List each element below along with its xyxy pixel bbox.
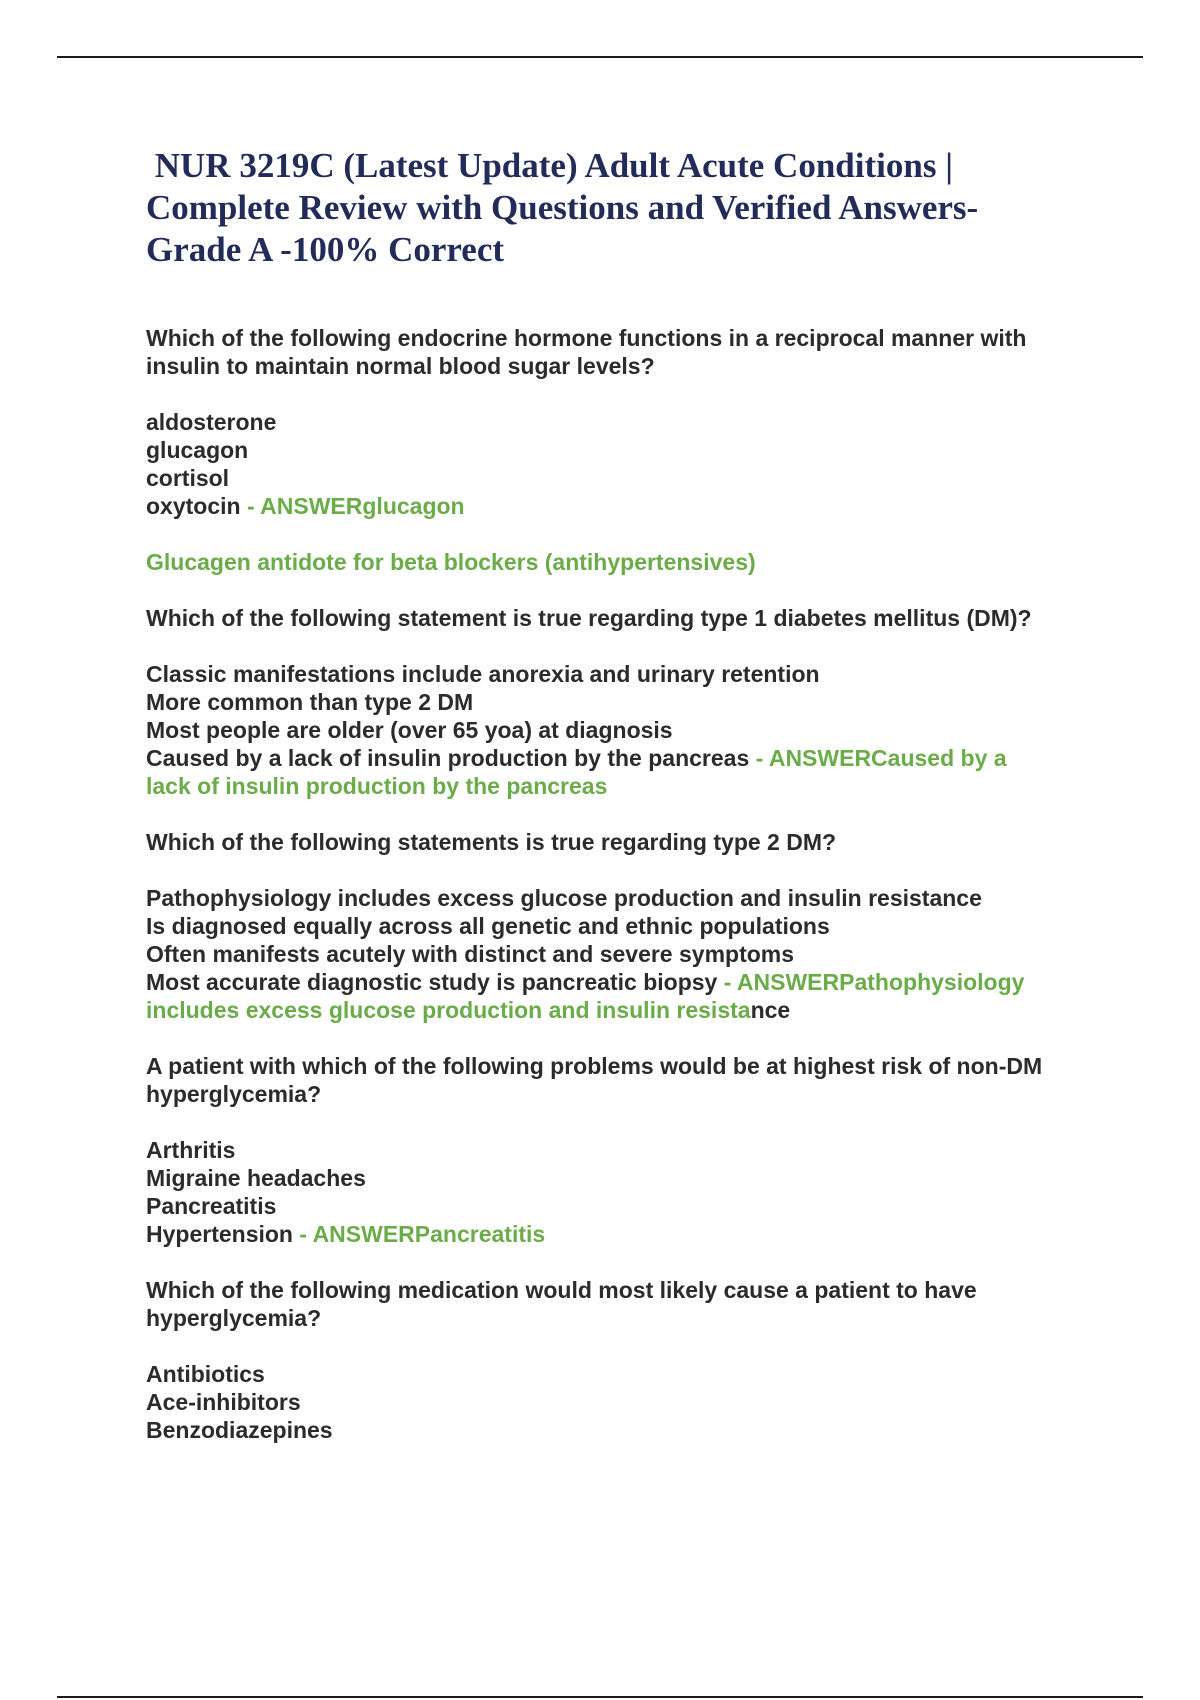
answer-continued: lack of insulin production by the pancreas bbox=[146, 773, 608, 799]
note-text: Glucagen antidote for beta blockers (antihypertensives) bbox=[146, 549, 756, 575]
option-with-answer bbox=[146, 968, 1106, 996]
question-text: Which of the following statements is true regarding type 2 DM? bbox=[146, 829, 837, 855]
answer-continued-line bbox=[146, 996, 1106, 1024]
option-with-answer bbox=[146, 744, 1106, 772]
question-text: hyperglycemia? bbox=[146, 1081, 322, 1107]
question-2-options bbox=[146, 660, 1106, 800]
question-1-options bbox=[146, 408, 1106, 520]
question-3-options bbox=[146, 884, 1106, 1024]
question-4-options bbox=[146, 1136, 1106, 1248]
option: cortisol bbox=[146, 465, 230, 491]
question-2-stem bbox=[146, 604, 1106, 632]
option: More common than type 2 DM bbox=[146, 689, 474, 715]
option: Often manifests acutely with distinct and severe symptoms bbox=[146, 941, 795, 967]
option: Migraine headaches bbox=[146, 1165, 366, 1191]
option: glucagon bbox=[146, 437, 249, 463]
document-title bbox=[146, 143, 1106, 271]
question-5-options bbox=[146, 1360, 1106, 1444]
option: oxytocin bbox=[146, 493, 241, 519]
answer: - ANSWERPathophysiology bbox=[717, 969, 1025, 995]
answer-note bbox=[146, 548, 1106, 576]
option: Ace-inhibitors bbox=[146, 1389, 301, 1415]
answer: - ANSWERPancreatitis bbox=[292, 1221, 546, 1247]
answer: - ANSWERCaused by a bbox=[749, 745, 1007, 771]
title-line: Complete Review with Questions and Verified Answers- bbox=[146, 188, 979, 227]
option-with-answer bbox=[146, 492, 1106, 520]
question-text: Which of the following medication would most likely cause a patient to have bbox=[146, 1277, 977, 1303]
option: Most people are older (over 65 yoa) at diagnosis bbox=[146, 717, 673, 743]
question-3-stem bbox=[146, 828, 1106, 856]
question-5-stem bbox=[146, 1276, 1106, 1332]
question-text: insulin to maintain normal blood sugar levels? bbox=[146, 353, 655, 379]
question-1-stem bbox=[146, 324, 1106, 380]
option: Pancreatitis bbox=[146, 1193, 277, 1219]
question-text: hyperglycemia? bbox=[146, 1305, 322, 1331]
answer-tail: nce bbox=[750, 997, 791, 1023]
document-page bbox=[146, 143, 1106, 1444]
option: Antibiotics bbox=[146, 1361, 265, 1387]
title-line: NUR 3219C (Latest Update) Adult Acute Conditions | bbox=[146, 146, 953, 185]
option: Classic manifestations include anorexia and urinary retention bbox=[146, 661, 820, 687]
option: Is diagnosed equally across all genetic and ethnic populations bbox=[146, 913, 830, 939]
option: Arthritis bbox=[146, 1137, 236, 1163]
question-text: Which of the following statement is true regarding type 1 diabetes mellitus (DM)? bbox=[146, 605, 1032, 631]
answer: - ANSWERglucagon bbox=[240, 493, 465, 519]
question-text: A patient with which of the following problems would be at highest risk of non-DM bbox=[146, 1053, 1043, 1079]
bottom-rule bbox=[57, 1696, 1143, 1698]
option: Caused by a lack of insulin production by the pancreas bbox=[146, 745, 750, 771]
option: aldosterone bbox=[146, 409, 277, 435]
question-4-stem bbox=[146, 1052, 1106, 1108]
question-text: Which of the following endocrine hormone functions in a reciprocal manner with bbox=[146, 325, 1027, 351]
title-line: Grade A -100% Correct bbox=[146, 230, 505, 269]
option: Pathophysiology includes excess glucose production and insulin resistance bbox=[146, 885, 982, 911]
option: Benzodiazepines bbox=[146, 1417, 333, 1443]
option: Hypertension bbox=[146, 1221, 293, 1247]
top-rule bbox=[57, 56, 1143, 58]
answer-continued: includes excess glucose production and insulin resista bbox=[146, 997, 751, 1023]
option-with-answer bbox=[146, 1220, 1106, 1248]
option: Most accurate diagnostic study is pancreatic biopsy bbox=[146, 969, 718, 995]
